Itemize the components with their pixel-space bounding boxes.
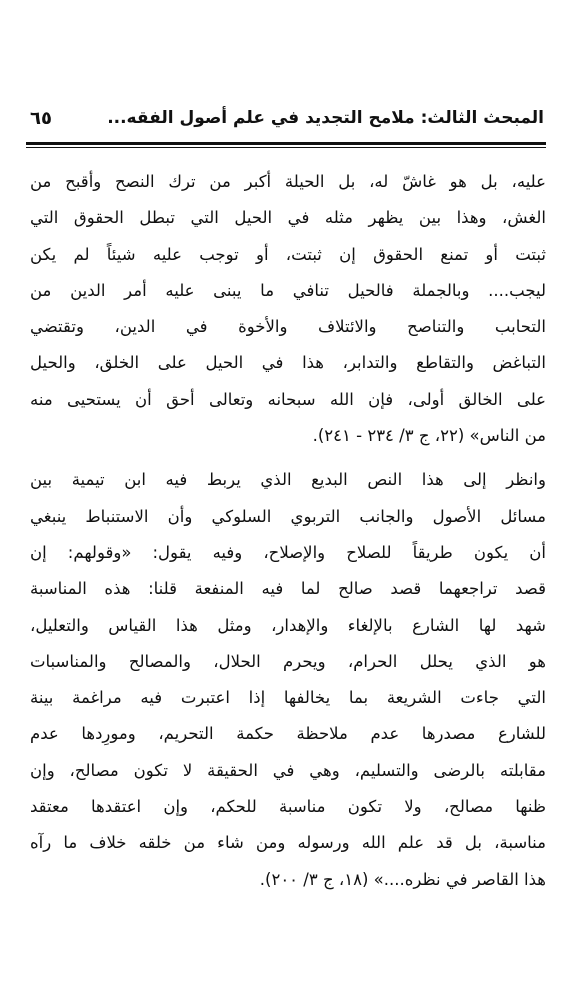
page-number: ٦٥ xyxy=(30,108,52,129)
text-line: التي جاءت الشريعة بما يخالفها إذا اعتبرت فيه مراغمة بينة xyxy=(30,688,546,708)
paragraph-gap xyxy=(30,454,546,462)
text-line: التباغض والتقاطع والتدابر، هذا في الحيل على الخلق، والحيل xyxy=(30,353,546,373)
body-text xyxy=(30,164,546,898)
text-line: هو الذي يحلل الحرام، ويحرم الحلال، والمصالح والمناسبات xyxy=(30,651,546,671)
text-line: للشارع مصدرها عدم ملاحظة حكمة التحريم، ومورِدها عدم xyxy=(30,724,546,744)
text-line: من الناس» (٢٢، ج ٣/ ٢٣٤ - ٢٤١). xyxy=(312,426,546,446)
text-line: الغش، وهذا بين يظهر مثله في الحيل التي تبطل الحقوق التي xyxy=(30,208,546,228)
page-header xyxy=(26,108,546,148)
text-line: مناسبة، بل قد علم الله ورسوله ومن شاء من خلقه خلاف ما رآه xyxy=(30,833,546,853)
text-line: ثبتت أو تمنع الحقوق إن ثبتت، أو توجب عليه شيئاً لم يكن xyxy=(30,244,546,264)
header-rule-thick xyxy=(26,142,546,145)
text-line: عليه، بل هو غاشّ له، بل الحيلة أكبر من ترك النصح وأقبح من xyxy=(30,172,546,191)
text-line: قصد تراجعهما قصد صالح لما فيه المنفعة قلنا: هذه المناسبة xyxy=(30,579,546,599)
paragraph-2 xyxy=(30,462,546,898)
paragraph-1 xyxy=(30,164,546,454)
text-line: أن يكون طريقاً للصلاح والإصلاح، وفيه يقول: «وقولهم: إن xyxy=(30,542,546,562)
text-line: شهد لها الشارع بالإلغاء والإهدار، ومثل هذا القياس والتعليل، xyxy=(30,615,546,635)
text-line: وانظر إلى هذا النص البديع الذي يربط فيه ابن تيمية بين xyxy=(30,470,546,490)
text-line: على الخالق أولى، فإن الله سبحانه وتعالى أحق أن يستحيى منه xyxy=(30,389,546,409)
text-line: ليجب.... وبالجملة فالحيل تنافي ما يبنى عليه أمر الدين من xyxy=(30,280,546,300)
text-line: مسائل الأصول والجانب التربوي السلوكي وأن الاستنباط ينبغي xyxy=(30,506,546,526)
text-line: هذا القاصر في نظره....» (١٨، ج ٣/ ٢٠٠). xyxy=(259,869,546,889)
text-line: ظنها مصالح، ولا تكون مناسبة للحكم، وإن اعتقدها معتقد xyxy=(30,797,546,817)
text-line: مقابلته بالرضى والتسليم، وهي في الحقيقة لا تكون مصالح، وإن xyxy=(30,760,546,780)
text-line: التحابب والتناصح والائتلاف والأخوة في الدين، وتقتضي xyxy=(30,317,546,337)
header-rule-thin xyxy=(26,147,546,148)
running-head: المبحث الثالث: ملامح التجديد في علم أصول الفقه... xyxy=(107,108,544,128)
